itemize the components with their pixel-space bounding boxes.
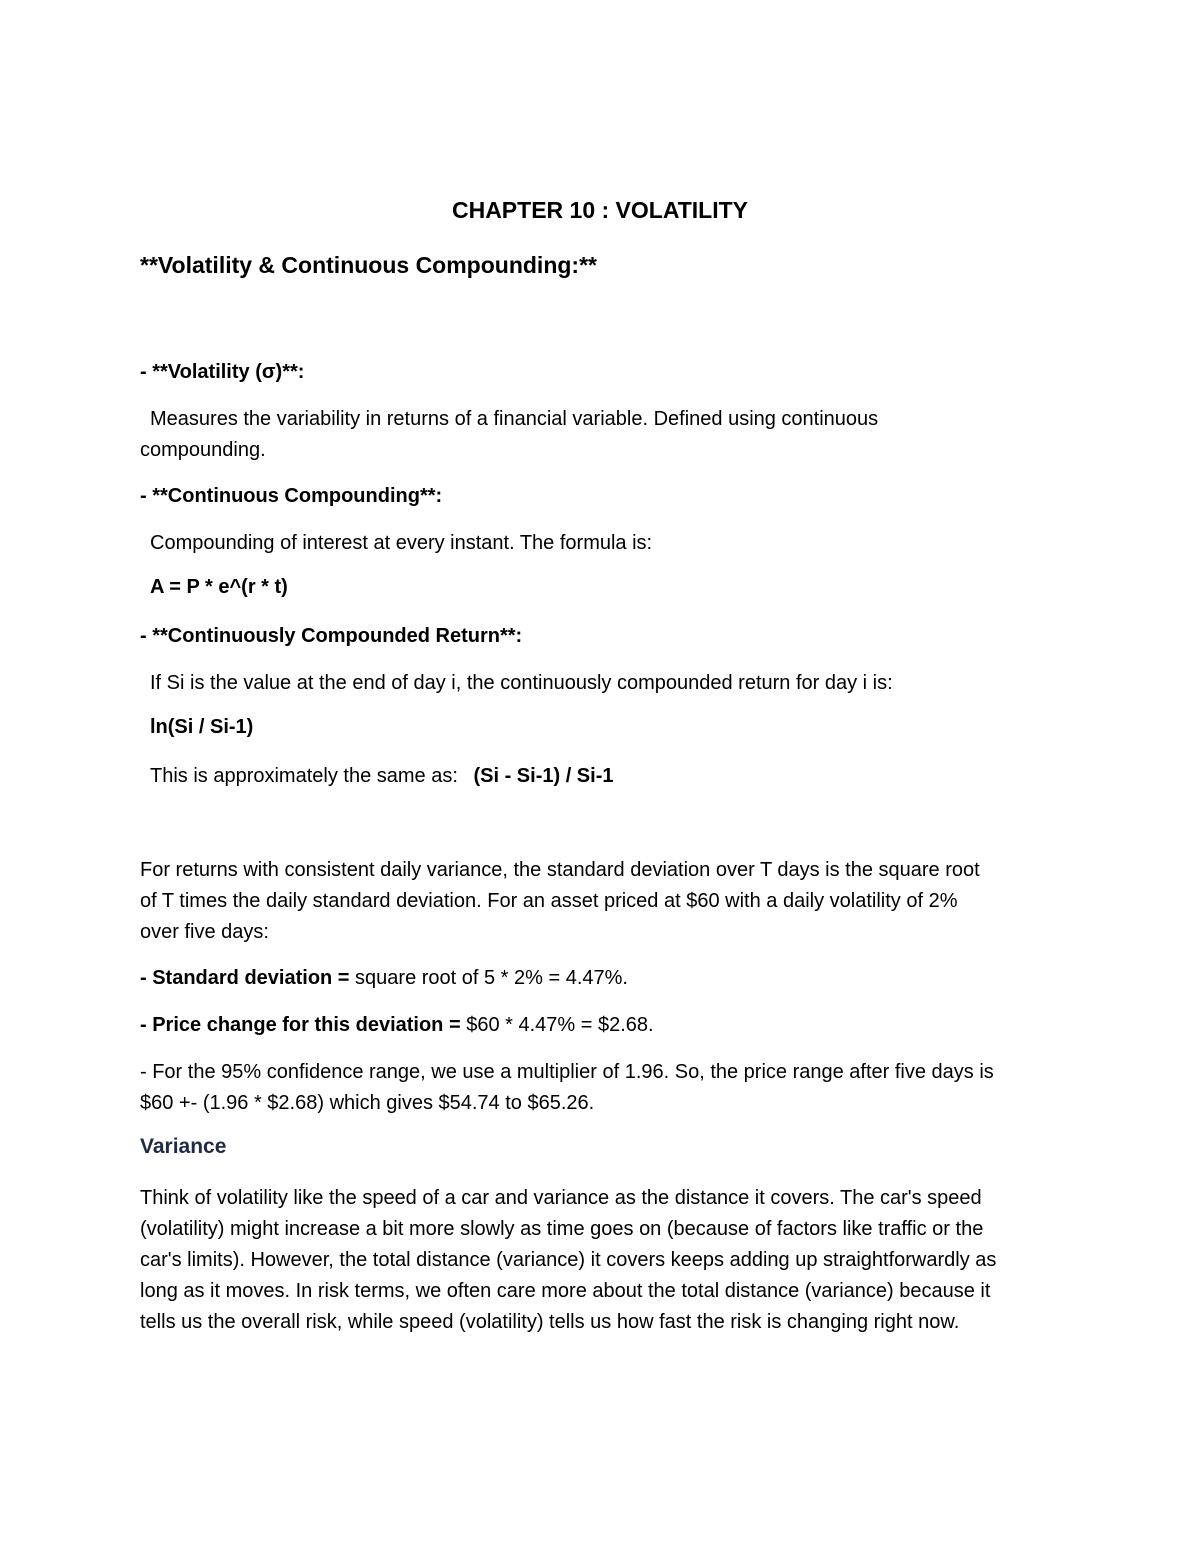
returns-paragraph-line1: For returns with consistent daily variance, the standard deviation over T days is the square root [140, 859, 980, 881]
returns-paragraph-line3: over five days: [140, 921, 269, 943]
price-change-value: $60 * 4.47% = $2.68. [460, 1014, 654, 1036]
std-deviation-value: square root of 5 * 2% = 4.47%. [349, 967, 628, 989]
cc-return-heading: - **Continuously Compounded Return**: [140, 625, 523, 647]
variance-heading: Variance [140, 1135, 227, 1158]
volatility-description-line1: Measures the variability in returns of a financial variable. Defined using continuous [150, 408, 879, 430]
log-return-formula: ln(Si / Si-1) [150, 716, 254, 738]
continuous-compounding-description: Compounding of interest at every instant. The formula is: [150, 532, 653, 554]
variance-paragraph-line5: tells us the overall risk, while speed (volatility) tells us how fast the risk is changing right now. [140, 1311, 960, 1333]
price-change-label: - Price change for this deviation = [140, 1014, 461, 1036]
confidence-range-line1: - For the 95% confidence range, we use a multiplier of 1.96. So, the price range after five days is [140, 1061, 994, 1083]
confidence-range-line2: $60 +- (1.96 * $2.68) which gives $54.74 to $65.26. [140, 1092, 595, 1114]
chapter-title: CHAPTER 10 : VOLATILITY [451, 197, 749, 223]
compounding-formula: A = P * e^(r * t) [150, 576, 288, 598]
variance-paragraph-line3: car's limits). However, the total distance (variance) it covers keeps adding up straightforwardly as [140, 1249, 997, 1271]
approximation-line [150, 761, 614, 792]
variance-paragraph-line1: Think of volatility like the speed of a car and variance as the distance it covers. The car's speed [140, 1187, 982, 1209]
approximation-text: This is approximately the same as: [150, 765, 458, 787]
cc-return-description: If Si is the value at the end of day i, the continuously compounded return for day i is: [150, 672, 893, 694]
volatility-description-line2: compounding. [140, 439, 266, 461]
variance-paragraph-line4: long as it moves. In risk terms, we often care more about the total distance (variance) because it [140, 1280, 991, 1302]
returns-paragraph-line2: of T times the daily standard deviation. For an asset priced at $60 with a daily volatility of 2% [140, 890, 958, 912]
price-change-bullet [140, 1010, 654, 1041]
variance-paragraph-line2: (volatility) might increase a bit more slowly as time goes on (because of factors like traffic or the [140, 1218, 984, 1240]
std-deviation-label: - Standard deviation = [140, 967, 350, 989]
continuous-compounding-heading: - **Continuous Compounding**: [140, 485, 443, 507]
std-deviation-bullet [140, 963, 628, 994]
volatility-heading: - **Volatility (σ)**: [140, 361, 305, 383]
section-subtitle: **Volatility & Continuous Compounding:** [140, 252, 597, 278]
approximation-formula: (Si - Si-1) / Si-1 [473, 765, 614, 787]
